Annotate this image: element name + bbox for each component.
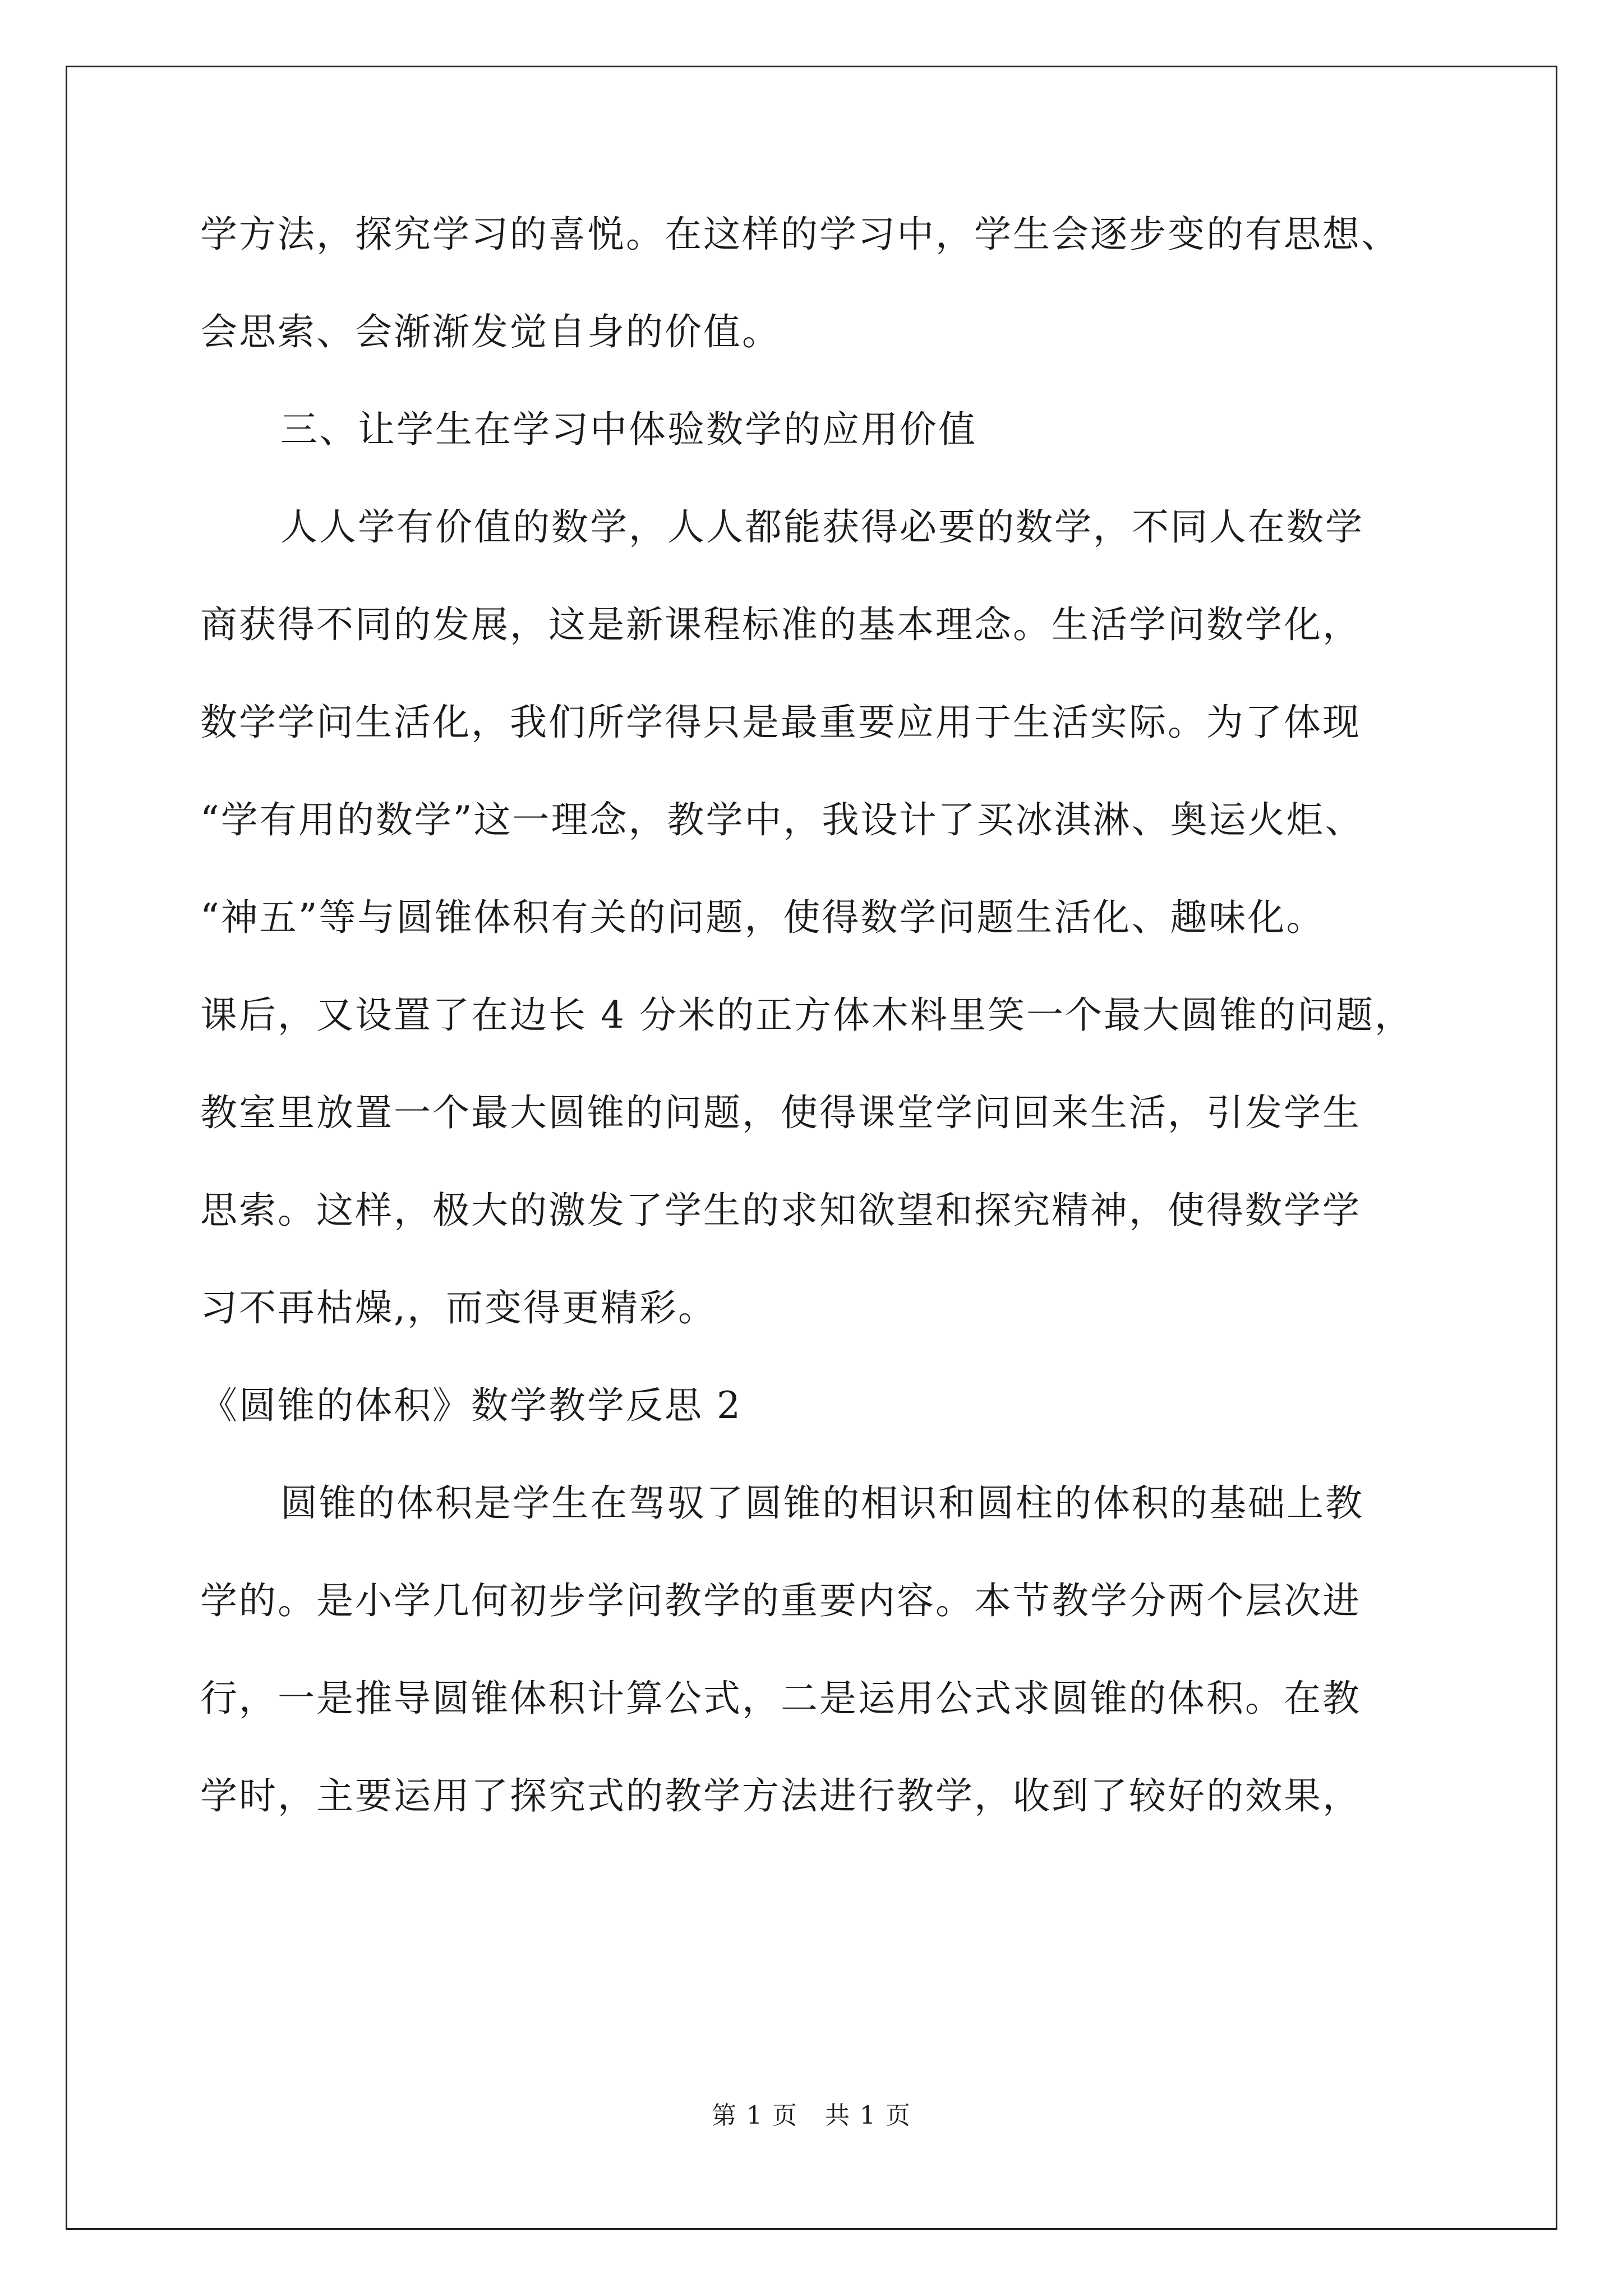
text-line: 教室里放置一个最大圆锥的问题，使得课堂学问回来生活，引发学生 xyxy=(200,1091,1361,1134)
text-line: 学的。是小学几何初步学问教学的重要内容。本节教学分两个层次进 xyxy=(200,1579,1361,1622)
text-line: 学时，主要运用了探究式的教学方法进行教学，收到了较好的效果， xyxy=(200,1774,1361,1818)
page-footer xyxy=(0,2099,1623,2133)
text-line: “学有用的数学”这一理念，教学中，我设计了买冰淇淋、奥运火炬、 xyxy=(200,798,1364,841)
text-line: 商获得不同的发展，这是新课程标准的基本理念。生活学问数学化， xyxy=(200,603,1361,646)
text-line: 学方法，探究学习的喜悦。在这样的学习中，学生会逐步变的有思想、 xyxy=(200,213,1400,256)
article-title: 《圆锥的体积》数学教学反思 2 xyxy=(200,1384,742,1427)
page-border xyxy=(66,66,1557,2230)
paragraph-start: 圆锥的体积是学生在驾驭了圆锥的相识和圆柱的体积的基础上教 xyxy=(280,1481,1364,1525)
text-line: 思索。这样，极大的激发了学生的求知欲望和探究精神，使得数学学 xyxy=(200,1189,1361,1232)
text-line: “神五”等与圆锥体积有关的问题，使得数学问题生活化、趣味化。 xyxy=(200,896,1325,939)
page-number: 第 1 页 xyxy=(712,2101,798,2130)
text-line: 习不再枯燥,，而变得更精彩。 xyxy=(200,1286,717,1329)
page-total: 共 1 页 xyxy=(825,2101,911,2130)
text-line: 会思索、会渐渐发觉自身的价值。 xyxy=(200,310,781,353)
text-line: 课后，又设置了在边长 4 分米的正方体木料里笑一个最大圆锥的问题， xyxy=(200,993,1413,1037)
paragraph-start: 人人学有价值的数学，人人都能获得必要的数学，不同人在数学 xyxy=(280,505,1364,549)
section-heading: 三、让学生在学习中体验数学的应用价值 xyxy=(280,408,977,451)
text-line: 行，一是推导圆锥体积计算公式，二是运用公式求圆锥的体积。在教 xyxy=(200,1677,1361,1720)
text-line: 数学学问生活化，我们所学得只是最重要应用于生活实际。为了体现 xyxy=(200,701,1361,744)
